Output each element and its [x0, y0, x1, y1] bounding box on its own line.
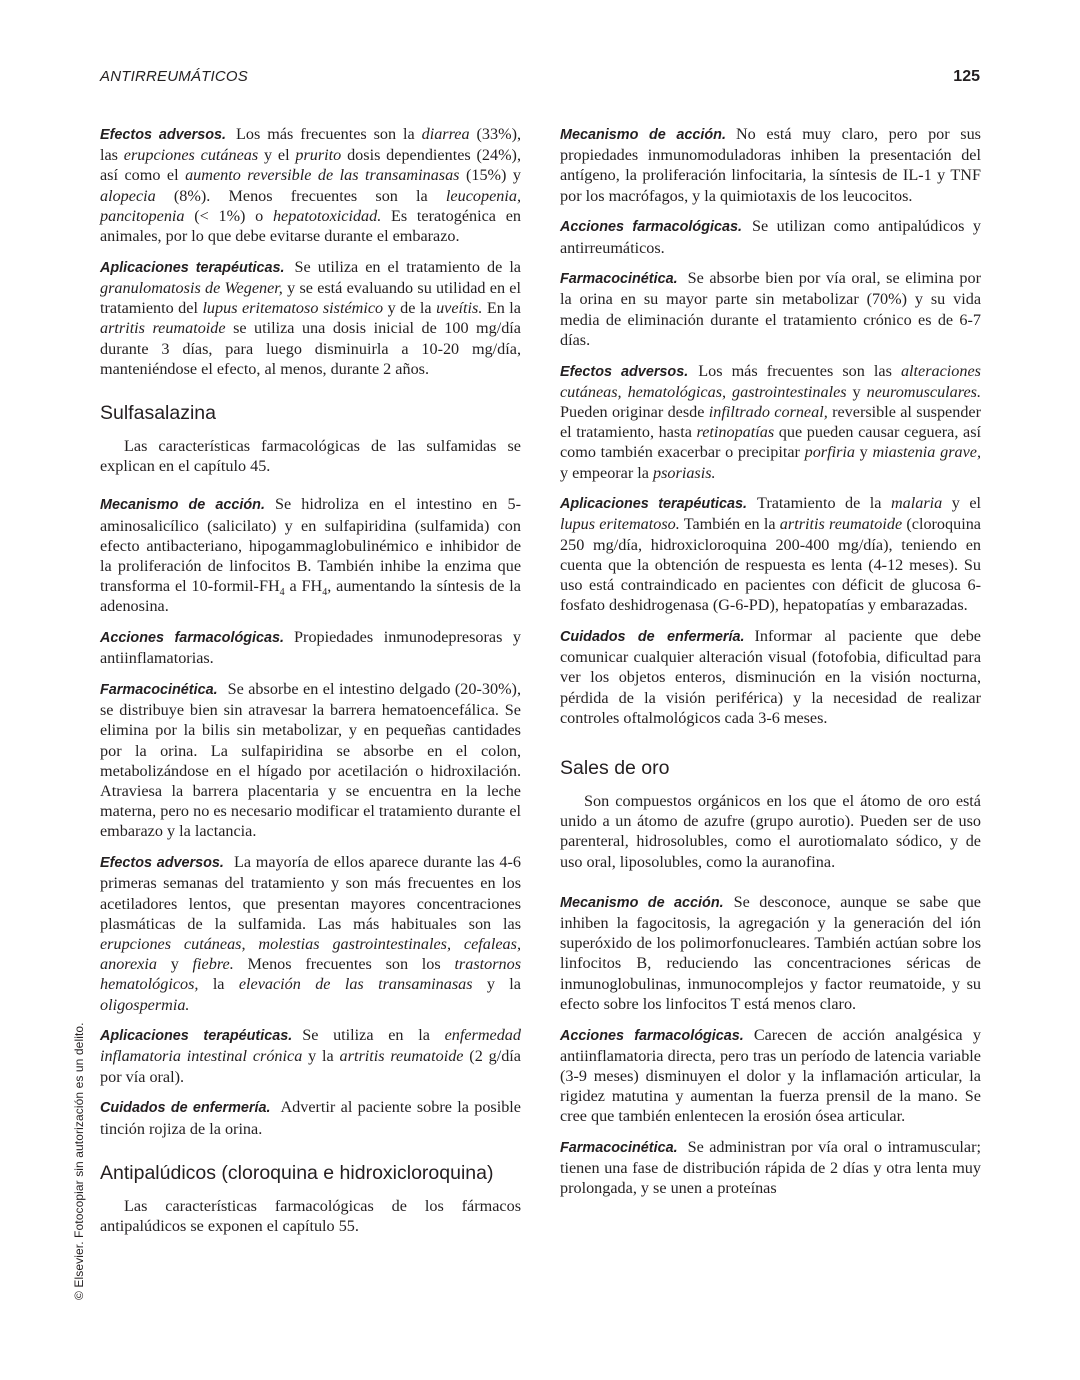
paragraph-label: Acciones farmacológicas. — [100, 630, 285, 647]
paragraph-mecanismo-accion-oro: Mecanismo de acción. Se desconoce, aunque se sabe que inhiben la fagocitosis, la agregación y la generación del ión superóxido de los polimorfonucleares. También actúan sobre los linfocitos B, reduciendo las concentraciones séricas de inmunoglobulinas, inmunocomplejos y factor reumatoide, y su efecto sobre los linfocitos T está menos claro. — [560, 892, 981, 1013]
section-title: ANTIRREUMÁTICOS — [100, 68, 249, 85]
copyright-notice: © Elsevier. Fotocopiar sin autorización es un delito. — [72, 1022, 86, 1300]
paragraph-label: Efectos adversos. — [560, 363, 689, 380]
paragraph-efectos-adversos-sulfa: Efectos adversos. La mayoría de ellos aparece durante las 4-6 primeras semanas del tratamiento y son más frecuentes en los acetiladores lentos, que presentan mayores concentraciones plasmáticas de la sulfamida. Las más habituales son las erupciones cutáneas, molestias gastrointestinales, cefaleas, anorexia y fiebre. Menos frecuentes son los trastornos hematológicos, la elevación de las transaminasas y la oligospermia. — [100, 853, 522, 1014]
paragraph-mecanismo-accion: Mecanismo de acción. Se hidroliza en el intestino en 5-aminosalicílico (salicilato) y en sulfapiridina (sulfamida) con efecto antibacteriano, hipogammaglobulinémico e inhibidor de la proliferación de linfocitos B. También inhibe la enzima que transforma el $10-formil-FH_4$ a $FH_4$, aumentando la síntesis de la adenosina. — [100, 495, 521, 616]
left-column — [100, 124, 521, 1247]
paragraph-farmacocinetica-antipal: Farmacocinética. Se absorbe bien por vía oral, se elimina por la orina en su mayor parte sin metabolizar (70%) y su vida media de eliminación durante el tratamiento crónico es de 6-7 días. — [560, 269, 981, 349]
heading-sales-de-oro: Sales de oro — [560, 756, 670, 779]
paragraph-label: Mecanismo de acción. — [100, 497, 265, 514]
paragraph-cuidados-antipal: Cuidados de enfermería. Informar al paciente que debe comunicar cualquier alteración visual (fotofobia, dificultad para ver los objetos enteros, disminución en la visión nocturna, pérdida de la visión periférica) y la necesidad de realizar controles oftalmológicos cada 3-6 meses. — [560, 626, 981, 727]
paragraph-mecanismo-accion-antipal: Mecanismo de acción. No está muy claro, pero por sus propiedades inmunomoduladoras inhiben la presentación del antígeno, la proliferación linfocitaria, la síntesis de IL-1 y TNF por los macrófagos, y la quimiotaxis de los leucocitos. — [560, 125, 981, 205]
paragraph-farmacocinetica-oro: Farmacocinética. Se administran por vía oral o intramuscular; tienen una fase de distribución rápida de 2 días y otra lenta muy prolongada, y se unen a proteínas — [560, 1138, 981, 1198]
paragraph-label: Efectos adversos. — [100, 127, 227, 143]
paragraph-label: Cuidados de enfermería. — [560, 628, 745, 645]
paragraph-aplicaciones-sulfa: Aplicaciones terapéuticas. Se utiliza en la enfermedad inflamatoria intestinal crónica y la artritis reumatoide (2 g/día por vía oral). — [100, 1026, 521, 1086]
paragraph-label: Acciones farmacológicas. — [560, 1027, 744, 1044]
paragraph-cuidados-enfermeria: Cuidados de enfermería. Advertir al paciente sobre la posible tinción rojiza de la orina. — [100, 1098, 521, 1138]
heading-sulfasalazina: Sulfasalazina — [100, 401, 216, 424]
page-number: 125 — [953, 68, 980, 85]
paragraph-acciones-farmacologicas: Acciones farmacológicas. Propiedades inmunodepresoras y antiinflamatorias. — [100, 628, 521, 668]
paragraph-intro-sulfasalazina: Las características farmacológicas de las sulfamidas se explican en el capítulo 45. — [100, 436, 521, 476]
paragraph-label: Farmacocinética. — [560, 271, 678, 288]
paragraph-label: Aplicaciones terapéuticas. — [100, 259, 285, 276]
paragraph-label: Aplicaciones terapéuticas. — [560, 496, 747, 513]
running-header — [100, 68, 980, 90]
paragraph-label: Farmacocinética. — [100, 681, 218, 698]
paragraph-label: Mecanismo de acción. — [560, 894, 724, 911]
paragraph-intro-sales-de-oro: Son compuestos orgánicos en los que el átomo de oro está unido a un átomo de azufre (grupo aurotio). Pueden ser de uso parenteral, hidrosolubles, como el aurotiomalato sódico, y de uso oral, liposolubles, como la auranofina. — [560, 791, 981, 871]
paragraph-label: Acciones farmacológicas. — [560, 219, 742, 236]
paragraph-intro-antipaludicos: Las características farmacológicas de los fármacos antipalúdicos se exponen el capítulo 55. — [100, 1196, 521, 1235]
heading-antipaludicos: Antipalúdicos (cloroquina e hidroxicloroquina) — [100, 1161, 494, 1184]
paragraph-farmacocinetica: Farmacocinética. Se absorbe en el intestino delgado (20-30%), se distribuye bien sin atravesar la barrera hematoencefálica. Se elimina por la bilis sin metabolizar, y en pequeñas cantidades por la orina. La sulfapiridina se absorbe en el colon, metabolizándose en el hígado por acetilación o hidroxilación. Atraviesa la barrera placentaria y se encuentra en la leche materna, pero no es necesario modificar el tratamiento durante el embarazo y la lactancia. — [100, 679, 521, 841]
paragraph-aplicaciones-antipal: Aplicaciones terapéuticas. Tratamiento de la malaria y el lupus eritematoso. También en la artritis reumatoide (cloroquina 250 mg/día, hidroxicloroquina 200-400 mg/día), teniendo en cuenta que la obtención de respuesta es lenta (4-12 meses). Su uso está contraindicado en pacientes con déficit de glucosa 6-fosfato deshidrogenasa (G-6-PD), hepatopatías y embarazadas. — [560, 494, 981, 615]
paragraph-aplicaciones-terapeuticas: Aplicaciones terapéuticas. Se utiliza en el tratamiento de la granulomatosis de Wegener, y se está evaluando su utilidad en el tratamiento del lupus eritematoso sistémico y de la uveítis. En la artritis reumatoide se utiliza una dosis inicial de 100 mg/día durante 3 días, para luego disminuirla a 10-20 mg/día, manteniéndose el efecto, al menos, durante 2 años. — [100, 257, 521, 378]
right-column — [560, 124, 981, 1209]
paragraph-label: Aplicaciones terapéuticas. — [100, 1028, 293, 1045]
paragraph-label: Farmacocinética. — [560, 1140, 678, 1157]
paragraph-label: Cuidados de enfermería. — [100, 1100, 271, 1117]
paragraph-efectos-antipal: Efectos adversos. Los más frecuentes son las alteraciones cutáneas, hematológicas, gastrointestinales y neuromusculares. Pueden originar desde infiltrado corneal, reversible al suspender el tratamiento, hasta retinopatías que pueden causar ceguera, así como también exacerbar o precipitar porfiria y miastenia grave, y empeorar la psoriasis. — [560, 361, 982, 482]
paragraph-acciones-antipal: Acciones farmacológicas. Se utilizan como antipalúdicos y antirreumáticos. — [560, 217, 982, 257]
paragraph-acciones-oro: Acciones farmacológicas. Carecen de acción analgésica y antiinflamatoria directa, pero tras un período de latencia variable (3-9 meses) disminuyen el dolor y la inflamación articular, la rigidez matutina y aumentan la fuerza prensil de la mano. Se cree que también enlentecen la erosión ósea articular. — [560, 1025, 982, 1126]
paragraph-efectos-adversos: Efectos adversos. Los más frecuentes son la diarrea (33%), las erupciones cutáneas y el prurito dosis dependientes (24%), así como el aumento reversible de las transaminasas (15%) y alopecia (8%). Menos frecuentes son la leucopenia, pancitopenia (< 1%) o hepatotoxicidad. Es teratogénica en animales, por lo que debe evitarse durante el embarazo. — [100, 125, 522, 246]
paragraph-label: Efectos adversos. — [100, 855, 224, 872]
paragraph-label: Mecanismo de acción. — [560, 127, 726, 143]
